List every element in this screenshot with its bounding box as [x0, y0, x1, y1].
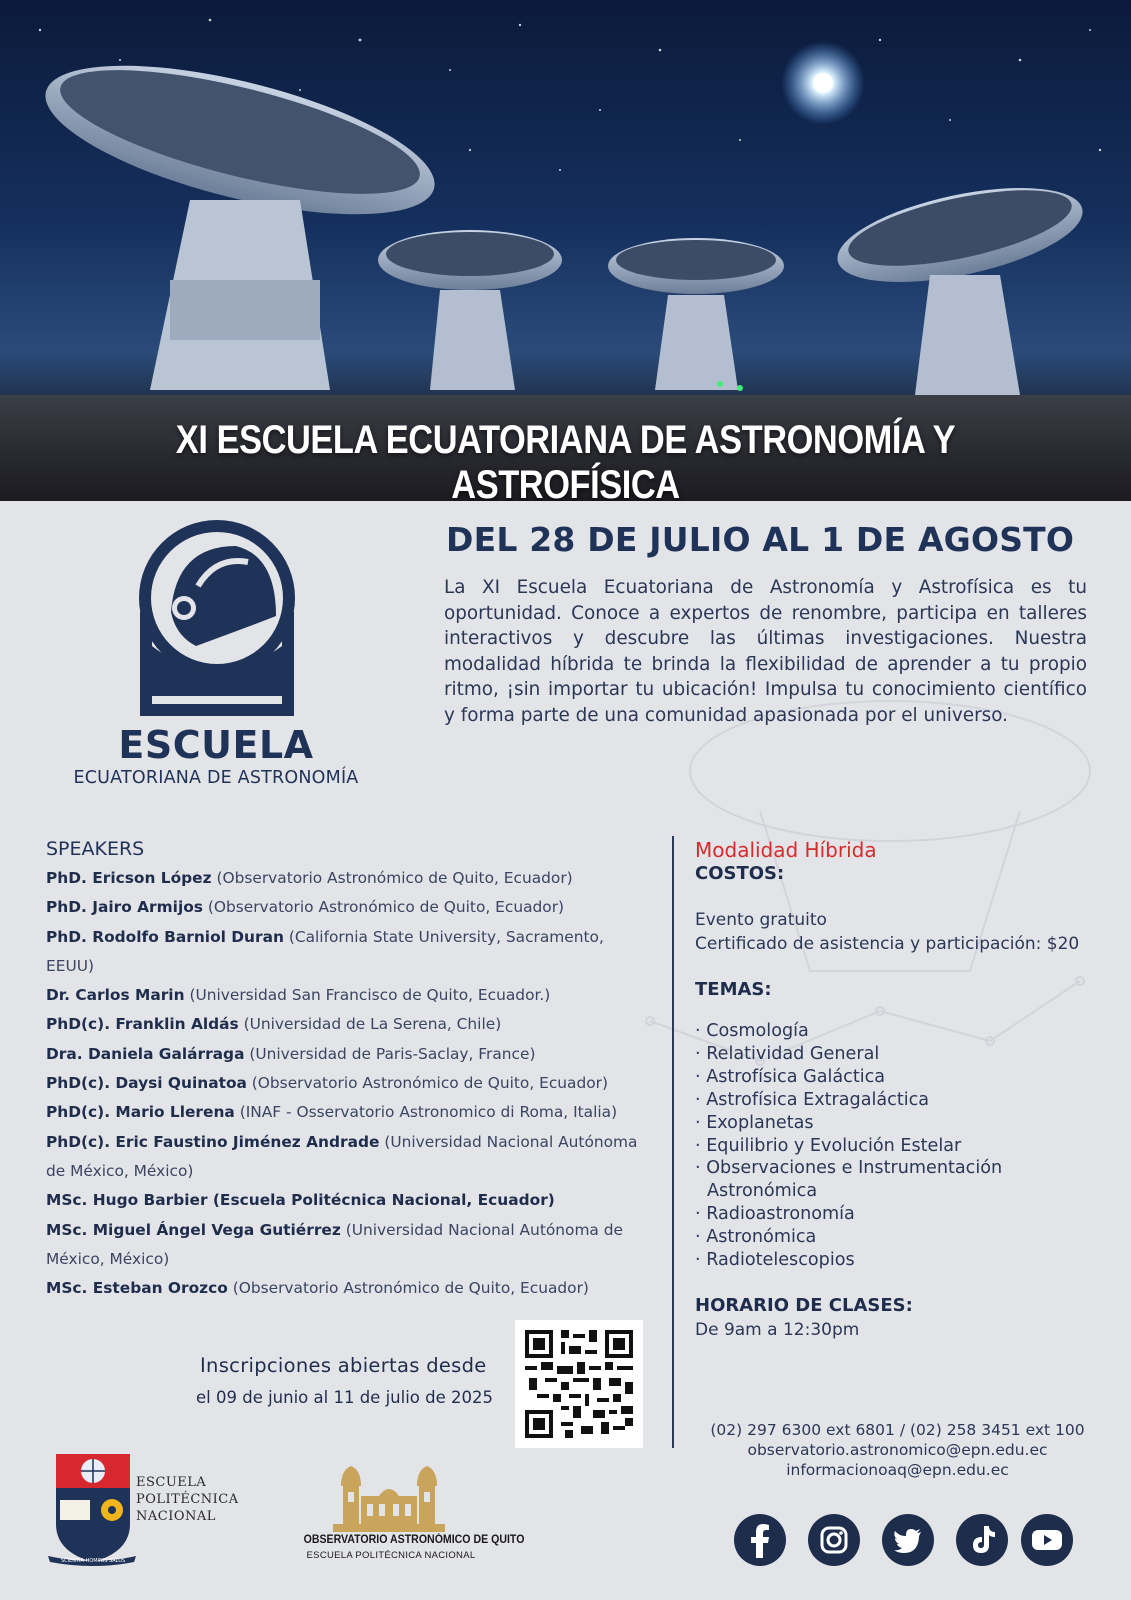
column-divider: [672, 836, 674, 1448]
speaker-item: PhD. Rodolfo Barniol Duran (California State University, Sacramento, EEUU): [46, 927, 604, 975]
topic-item: · Astrofísica Galáctica: [695, 1066, 1115, 1089]
topic-item: · Relatividad General: [695, 1043, 1115, 1066]
contact-email-2[interactable]: informacionoaq@epn.edu.ec: [786, 1461, 1009, 1479]
topic-item: · Equilibrio y Evolución Estelar: [695, 1135, 1115, 1158]
event-intro: La XI Escuela Ecuatoriana de Astronomía y Astrofísica es tu oportunidad. Conoce a expertos de renombre, participa en talleres interactivos y descubre las últimas investigaciones. Nuestra modalidad híbrida te brinda la flexibilidad de aprender a tu propio ritmo, ¡sin importar tu ubicación! Impulsa tu conocimiento científico y forma parte de una comunidad apasionada por el universo.: [444, 577, 1087, 726]
topic-item: · Astrofísica Extragaláctica: [695, 1089, 1115, 1112]
speaker-item: MSc. Miguel Ángel Vega Gutiérrez (Universidad Nacional Autónoma de México, México): [46, 1220, 623, 1268]
astronaut-helmet-icon: [136, 516, 298, 718]
logo-wordmark: ESCUELA: [118, 723, 314, 767]
contact-phones: (02) 297 6300 ext 6801 / (02) 258 3451 ext 100: [710, 1421, 1085, 1439]
youtube-button[interactable]: [1021, 1514, 1073, 1566]
registration-dates: el 09 de junio al 11 de julio de 2025: [196, 1388, 493, 1407]
epn-motto: SCIENTIA HOMINIS SALUS: [60, 1558, 126, 1564]
tiktok-icon: [956, 1514, 1008, 1566]
instagram-button[interactable]: [808, 1514, 860, 1566]
tiktok-button[interactable]: [956, 1514, 1008, 1566]
observatory-building-logo: [333, 1456, 445, 1532]
event-dates: DEL 28 DE JULIO AL 1 DE AGOSTO: [446, 520, 1075, 559]
speaker-item: PhD. Ericson López (Observatorio Astronómico de Quito, Ecuador): [46, 869, 573, 887]
schedule-title: HORARIO DE CLASES:: [695, 1294, 913, 1316]
epn-shield-logo: [46, 1452, 138, 1566]
speaker-item: PhD(c). Daysi Quinatoa (Observatorio Astronómico de Quito, Ecuador): [46, 1074, 608, 1093]
topics-list: [695, 1020, 1115, 1272]
event-info: [695, 838, 1115, 1342]
topic-item: · Observaciones e Instrumentación Astronómica: [695, 1157, 1115, 1203]
twitter-icon: [882, 1514, 934, 1566]
speaker-item: PhD. Jairo Armijos (Observatorio Astronómico de Quito, Ecuador): [46, 898, 565, 917]
speakers-list: [46, 864, 656, 1303]
contact-email-1[interactable]: observatorio.astronomico@epn.edu.ec: [747, 1441, 1048, 1459]
speaker-item: PhD(c). Eric Faustino Jiménez Andrade (Universidad Nacional Autónoma de México, México): [46, 1132, 638, 1180]
topic-item: · Cosmología: [695, 1020, 1115, 1043]
schedule-value: De 9am a 12:30pm: [695, 1319, 860, 1340]
hero-title: XI ESCUELA ECUATORIANA DE ASTRONOMÍA Y ASTROFÍSICA: [175, 418, 956, 501]
costs-title: COSTOS:: [695, 863, 785, 884]
speaker-item: Dr. Carlos Marin (Universidad San Francisco de Quito, Ecuador.): [46, 986, 551, 1005]
epn-name: ESCUELA POLITÉCNICA NACIONAL: [136, 1475, 239, 1524]
facebook-button[interactable]: [734, 1514, 786, 1566]
youtube-icon: [1021, 1514, 1073, 1566]
costs-free: Evento gratuito: [695, 910, 827, 930]
facebook-icon: [734, 1514, 786, 1566]
oaq-name: OBSERVATORIO ASTRONÓMICO DE QUITO: [303, 1534, 525, 1546]
speaker-item: Dra. Daniela Galárraga (Universidad de Paris-Saclay, France): [46, 1044, 536, 1063]
oaq-subtitle: ESCUELA POLITÉCNICA NACIONAL: [306, 1550, 476, 1561]
twitter-button[interactable]: [882, 1514, 934, 1566]
topic-item: · Astronómica: [695, 1226, 1115, 1249]
modality-label: Modalidad Híbrida: [695, 838, 877, 862]
costs-certificate: Certificado de asistencia y participación: $20: [695, 934, 1080, 954]
topic-item: · Radioastronomía: [695, 1203, 1115, 1226]
speaker-item: MSc. Hugo Barbier (Escuela Politécnica Nacional, Ecuador): [46, 1191, 555, 1210]
contact-info: [700, 1420, 1095, 1480]
registration-title: Inscripciones abiertas desde: [200, 1354, 487, 1377]
logo-subtitle: ECUATORIANA DE ASTRONOMÍA: [73, 768, 359, 788]
speaker-item: MSc. Esteban Orozco (Observatorio Astronómico de Quito, Ecuador): [46, 1279, 589, 1298]
instagram-icon: [808, 1514, 860, 1566]
speaker-item: PhD(c). Franklin Aldás (Universidad de La Serena, Chile): [46, 1015, 502, 1034]
topic-item: · Radiotelescopios: [695, 1249, 1115, 1272]
topics-title: TEMAS:: [695, 979, 772, 1000]
speakers-title: SPEAKERS: [46, 838, 145, 860]
hero-banner: [0, 0, 1131, 501]
topic-item: · Exoplanetas: [695, 1112, 1115, 1135]
qr-code[interactable]: [515, 1320, 643, 1448]
speaker-item: PhD(c). Mario Llerena (INAF - Osservatorio Astronomico di Roma, Italia): [46, 1103, 618, 1122]
qr-code-icon: [525, 1330, 633, 1438]
